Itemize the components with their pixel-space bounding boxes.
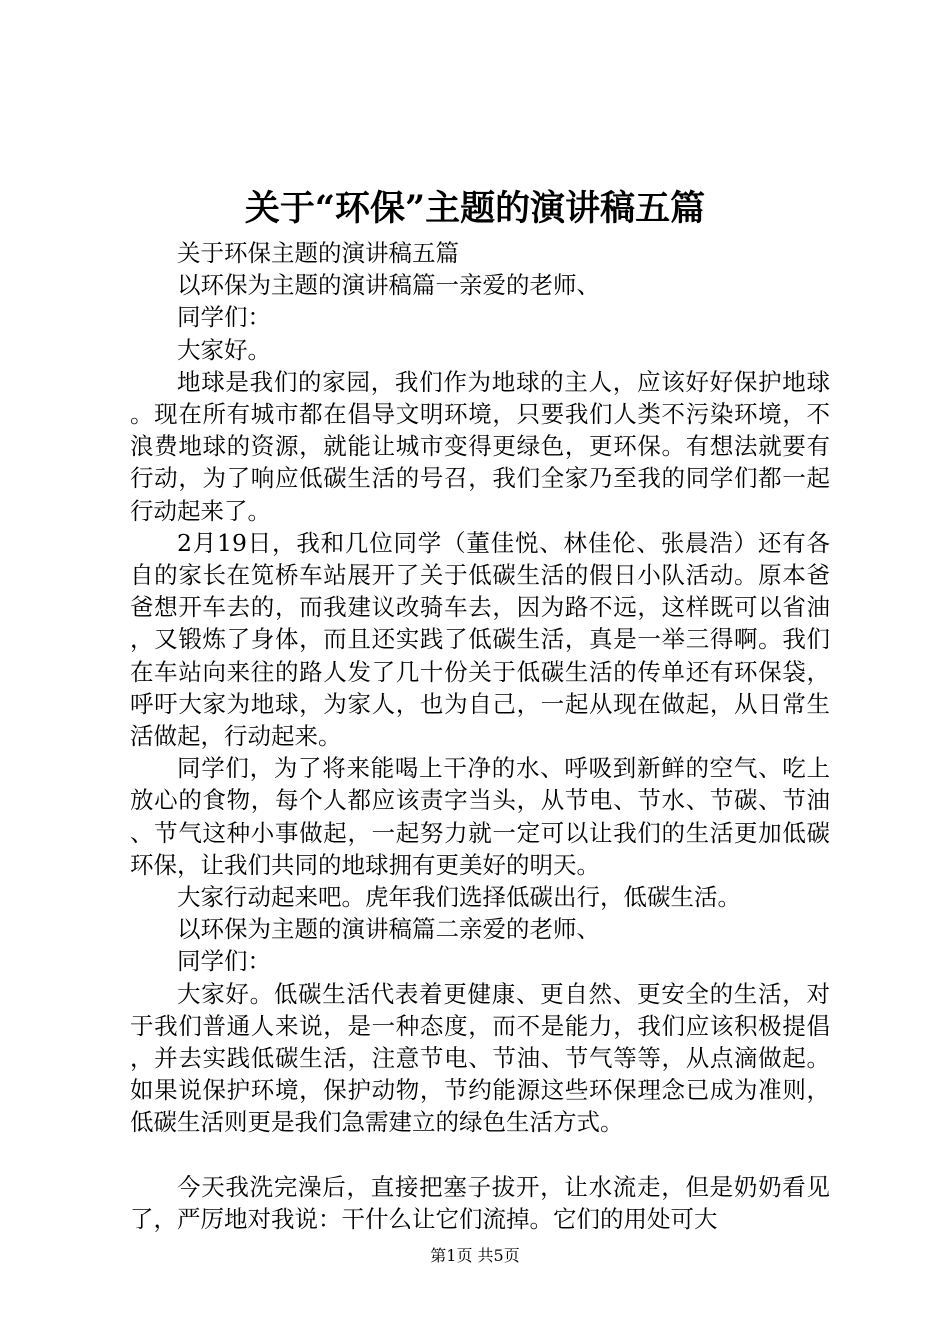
paragraph: 关于环保主题的演讲稿五篇 (177, 239, 459, 267)
paragraph: 以环保为主题的演讲稿篇一亲爱的老师、 (177, 271, 600, 300)
page-footer: 第1页 共5页 (430, 1246, 520, 1265)
paragraph: 大家好。低碳生活代表着更健康、更自然、更安全的生活，对于我们普通人来说，是一种态度，而不是能力，我们应该积极提倡，并去实践低碳生活，注意节电、节油、节气等等，从点滴做起。如果说保护环境，保护动物，节约能源这些环保理念已成为准则，低碳生活则更是我们急需建立的绿色生活方式。 (130, 979, 830, 1137)
paragraph: 大家行动起来吧。虎年我们选择低碳出行，低碳生活。 (177, 883, 741, 912)
paragraph: 今天我洗完澡后，直接把塞子拔开，让水流走，但是奶奶看见了，严厉地对我说：干什么让它们流掉。它们的用处可大 (130, 1172, 830, 1233)
document-title: 关于“环保”主题的演讲稿五篇 (244, 188, 706, 229)
paragraph: 地球是我们的家园，我们作为地球的主人，应该好好保护地球。现在所有城市都在倡导文明环境，只要我们人类不污染环境，不浪费地球的资源，就能让城市变得更绿色，更环保。有想法就要有行动，为了响应低碳生活的号召，我们全家乃至我的同学们都一起行动起来了。 (130, 367, 830, 525)
document-body (130, 237, 830, 1235)
paragraph: 2月19日，我和几位同学（董佳悦、林佳伦、张晨浩）还有各自的家长在笕桥车站展开了关于低碳生活的假日小队活动。原本爸爸想开车去的，而我建议改骑车去，因为路不远，这样既可以省油，又锻炼了身体，而且还实践了低碳生活，真是一举三得啊。我们在车站向来往的路人发了几十份关于低碳生活的传单还有环保袋，呼吁大家为地球，为家人，也为自己，一起从现在做起，从日常生活做起，行动起来。 (130, 528, 830, 751)
paragraph: 同学们： (177, 303, 271, 332)
paragraph: 大家好。 (177, 335, 271, 364)
paragraph: 以环保为主题的演讲稿篇二亲爱的老师、 (177, 915, 600, 944)
paragraph: 同学们，为了将来能喝上干净的水、呼吸到新鲜的空气、吃上放心的食物，每个人都应该责字当头，从节电、节水、节碳、节油、节气这种小事做起，一起努力就一定可以让我们的生活更加低碳环保，让我们共同的地球拥有更美好的明天。 (130, 754, 830, 879)
paragraph: 同学们： (177, 947, 271, 976)
